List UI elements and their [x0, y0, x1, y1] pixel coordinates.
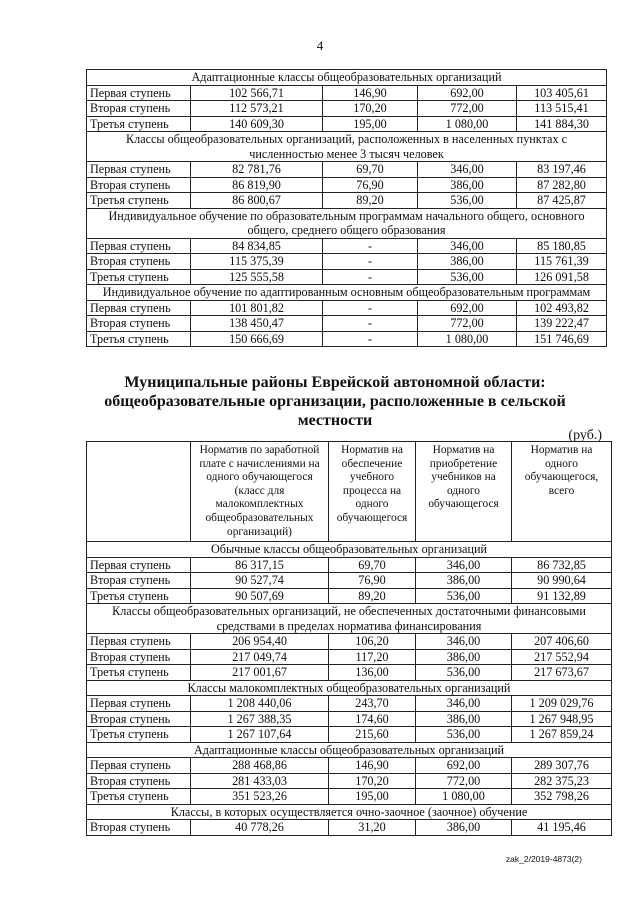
section-row: [87, 132, 607, 162]
cell-stage: Вторая ступень: [87, 177, 191, 193]
cell-process: 170,20: [329, 773, 416, 789]
cell-process: 170,20: [323, 101, 418, 117]
rural-norms-table: [86, 441, 612, 836]
table-row: [87, 116, 607, 132]
cell-process: -: [323, 238, 418, 254]
cell-salary: 86 800,67: [191, 193, 323, 209]
top-norms-table: [86, 69, 607, 347]
cell-stage: Вторая ступень: [87, 711, 191, 727]
cell-total: 113 515,41: [517, 101, 607, 117]
cell-process: 136,00: [329, 665, 416, 681]
cell-textbooks: 692,00: [418, 300, 517, 316]
cell-total: 103 405,61: [517, 85, 607, 101]
table-row: [87, 193, 607, 209]
section-row: [87, 285, 607, 301]
section-title: Классы общеобразовательных организаций, расположенных в населенных пунктах с численностью менее 3 тысяч человек: [87, 132, 607, 162]
cell-textbooks: 346,00: [418, 238, 517, 254]
cell-process: 76,90: [329, 573, 416, 589]
cell-salary: 1 267 388,35: [191, 711, 329, 727]
section-heading: Муниципальные районы Еврейской автономной области: общеобразовательные организации, расположенные в сельской местности: [104, 374, 566, 429]
cell-salary: 281 433,03: [191, 773, 329, 789]
cell-textbooks: 1 080,00: [418, 116, 517, 132]
cell-stage: Третья ступень: [87, 727, 191, 743]
header-textbooks: Норматив на приобретение учебников на одного обучающегося: [416, 442, 512, 542]
table-row: [87, 773, 612, 789]
cell-salary: 288 468,86: [191, 758, 329, 774]
cell-process: 195,00: [323, 116, 418, 132]
cell-total: 217 673,67: [512, 665, 612, 681]
cell-salary: 351 523,26: [191, 789, 329, 805]
cell-process: 76,90: [323, 177, 418, 193]
cell-textbooks: 772,00: [418, 316, 517, 332]
cell-stage: Первая ступень: [87, 557, 191, 573]
section-title: Обычные классы общеобразовательных организаций: [87, 542, 612, 558]
cell-process: 117,20: [329, 649, 416, 665]
cell-stage: Вторая ступень: [87, 254, 191, 270]
cell-total: 41 195,46: [512, 820, 612, 836]
cell-textbooks: 772,00: [418, 101, 517, 117]
section-title: Классы, в которых осуществляется очно-заочное (заочное) обучение: [87, 804, 612, 820]
document-code: zak_2/2019-4873(2): [505, 854, 582, 864]
header-row: [87, 442, 612, 542]
cell-textbooks: 386,00: [416, 573, 512, 589]
cell-textbooks: 536,00: [416, 588, 512, 604]
cell-textbooks: 346,00: [416, 557, 512, 573]
cell-total: 352 798,26: [512, 789, 612, 805]
cell-stage: Вторая ступень: [87, 573, 191, 589]
cell-stage: Вторая ступень: [87, 316, 191, 332]
cell-stage: Третья ступень: [87, 269, 191, 285]
cell-salary: 150 666,69: [191, 331, 323, 347]
cell-total: 87 282,80: [517, 177, 607, 193]
cell-salary: 112 573,21: [191, 101, 323, 117]
cell-process: 243,70: [329, 696, 416, 712]
cell-stage: Вторая ступень: [87, 101, 191, 117]
cell-process: 146,90: [323, 85, 418, 101]
cell-textbooks: 386,00: [416, 820, 512, 836]
cell-process: 89,20: [329, 588, 416, 604]
header-salary: Норматив по заработной плате с начислениями на одного обучающегося (класс для малокомплектных общеобразовательных организаций): [191, 442, 329, 542]
cell-salary: 40 778,26: [191, 820, 329, 836]
cell-textbooks: 772,00: [416, 773, 512, 789]
section-row: [87, 542, 612, 558]
cell-salary: 115 375,39: [191, 254, 323, 270]
cell-stage: Вторая ступень: [87, 820, 191, 836]
cell-salary: 206 954,40: [191, 634, 329, 650]
section-row: [87, 70, 607, 86]
cell-process: 89,20: [323, 193, 418, 209]
cell-total: 86 732,85: [512, 557, 612, 573]
cell-salary: 86 317,15: [191, 557, 329, 573]
cell-stage: Первая ступень: [87, 238, 191, 254]
cell-salary: 1 267 107,64: [191, 727, 329, 743]
cell-process: 215,60: [329, 727, 416, 743]
cell-textbooks: 386,00: [416, 711, 512, 727]
currency-unit: (руб.): [568, 428, 602, 443]
table-row: [87, 85, 607, 101]
table-row: [87, 316, 607, 332]
cell-stage: Первая ступень: [87, 634, 191, 650]
cell-stage: Первая ступень: [87, 300, 191, 316]
cell-stage: Первая ступень: [87, 696, 191, 712]
cell-salary: 138 450,47: [191, 316, 323, 332]
cell-total: 217 552,94: [512, 649, 612, 665]
cell-textbooks: 536,00: [416, 727, 512, 743]
cell-textbooks: 386,00: [416, 649, 512, 665]
cell-salary: 82 781,76: [191, 162, 323, 178]
cell-salary: 84 834,85: [191, 238, 323, 254]
cell-total: 151 746,69: [517, 331, 607, 347]
section-title: Адаптационные классы общеобразовательных организаций: [87, 70, 607, 86]
table-row: [87, 696, 612, 712]
cell-stage: Третья ступень: [87, 665, 191, 681]
cell-stage: Вторая ступень: [87, 649, 191, 665]
cell-process: -: [323, 331, 418, 347]
section-row: [87, 680, 612, 696]
cell-total: 115 761,39: [517, 254, 607, 270]
cell-total: 139 222,47: [517, 316, 607, 332]
cell-textbooks: 1 080,00: [416, 789, 512, 805]
cell-salary: 140 609,30: [191, 116, 323, 132]
cell-textbooks: 386,00: [418, 177, 517, 193]
cell-stage: Третья ступень: [87, 331, 191, 347]
cell-stage: Первая ступень: [87, 758, 191, 774]
cell-textbooks: 1 080,00: [418, 331, 517, 347]
table-row: [87, 758, 612, 774]
cell-total: 85 180,85: [517, 238, 607, 254]
cell-total: 1 267 859,24: [512, 727, 612, 743]
table-row: [87, 254, 607, 270]
cell-textbooks: 536,00: [418, 193, 517, 209]
cell-textbooks: 536,00: [418, 269, 517, 285]
table-row: [87, 711, 612, 727]
cell-salary: 1 208 440,06: [191, 696, 329, 712]
table-row: [87, 331, 607, 347]
cell-textbooks: 692,00: [418, 85, 517, 101]
cell-total: 141 884,30: [517, 116, 607, 132]
cell-total: 207 406,60: [512, 634, 612, 650]
table-row: [87, 177, 607, 193]
cell-process: 195,00: [329, 789, 416, 805]
cell-stage: Первая ступень: [87, 162, 191, 178]
table-row: [87, 588, 612, 604]
cell-process: -: [323, 269, 418, 285]
cell-process: 174,60: [329, 711, 416, 727]
section-title: Индивидуальное обучение по образовательным программам начального общего, основного общего, среднего общего образования: [87, 208, 607, 238]
cell-total: 1 267 948,95: [512, 711, 612, 727]
cell-salary: 217 001,67: [191, 665, 329, 681]
cell-textbooks: 536,00: [416, 665, 512, 681]
cell-process: 31,20: [329, 820, 416, 836]
section-row: [87, 804, 612, 820]
cell-textbooks: 692,00: [416, 758, 512, 774]
cell-salary: 101 801,82: [191, 300, 323, 316]
table-row: [87, 269, 607, 285]
cell-textbooks: 386,00: [418, 254, 517, 270]
cell-salary: 125 555,58: [191, 269, 323, 285]
cell-total: 289 307,76: [512, 758, 612, 774]
cell-total: 126 091,58: [517, 269, 607, 285]
cell-salary: 217 049,74: [191, 649, 329, 665]
cell-total: 83 197,46: [517, 162, 607, 178]
cell-process: 146,90: [329, 758, 416, 774]
cell-process: 69,70: [323, 162, 418, 178]
section-row: [87, 604, 612, 634]
cell-stage: Вторая ступень: [87, 773, 191, 789]
cell-salary: 90 527,74: [191, 573, 329, 589]
table-row: [87, 634, 612, 650]
table-row: [87, 557, 612, 573]
section-title: Классы общеобразовательных организаций, не обеспеченных достаточными финансовыми средствами в пределах норматива финансирования: [87, 604, 612, 634]
header-total: Норматив на одного обучающегося, всего: [512, 442, 612, 542]
header-stage: [87, 442, 191, 542]
cell-process: -: [323, 316, 418, 332]
cell-stage: Третья ступень: [87, 789, 191, 805]
cell-process: -: [323, 254, 418, 270]
cell-stage: Третья ступень: [87, 193, 191, 209]
cell-salary: 90 507,69: [191, 588, 329, 604]
cell-total: 282 375,23: [512, 773, 612, 789]
section-row: [87, 742, 612, 758]
table-row: [87, 162, 607, 178]
header-process: Норматив на обеспечение учебного процесса на одного обучающегося: [329, 442, 416, 542]
table-row: [87, 573, 612, 589]
cell-textbooks: 346,00: [418, 162, 517, 178]
cell-total: 102 493,82: [517, 300, 607, 316]
section-title: Индивидуальное обучение по адаптированным основным общеобразовательным программам: [87, 285, 607, 301]
cell-process: 106,20: [329, 634, 416, 650]
table-row: [87, 727, 612, 743]
cell-total: 87 425,87: [517, 193, 607, 209]
cell-process: 69,70: [329, 557, 416, 573]
section-title: Адаптационные классы общеобразовательных организаций: [87, 742, 612, 758]
cell-stage: Первая ступень: [87, 85, 191, 101]
table-row: [87, 665, 612, 681]
page-number: 4: [316, 38, 324, 53]
cell-salary: 102 566,71: [191, 85, 323, 101]
cell-total: 1 209 029,76: [512, 696, 612, 712]
cell-process: -: [323, 300, 418, 316]
cell-stage: Третья ступень: [87, 116, 191, 132]
cell-stage: Третья ступень: [87, 588, 191, 604]
table-row: [87, 300, 607, 316]
table-row: [87, 649, 612, 665]
table-row: [87, 789, 612, 805]
section-title: Классы малокомплектных общеобразовательных организаций: [87, 680, 612, 696]
cell-total: 90 990,64: [512, 573, 612, 589]
section-row: [87, 208, 607, 238]
table-row: [87, 238, 607, 254]
cell-salary: 86 819,90: [191, 177, 323, 193]
cell-textbooks: 346,00: [416, 696, 512, 712]
cell-total: 91 132,89: [512, 588, 612, 604]
cell-textbooks: 346,00: [416, 634, 512, 650]
table-row: [87, 820, 612, 836]
table-row: [87, 101, 607, 117]
